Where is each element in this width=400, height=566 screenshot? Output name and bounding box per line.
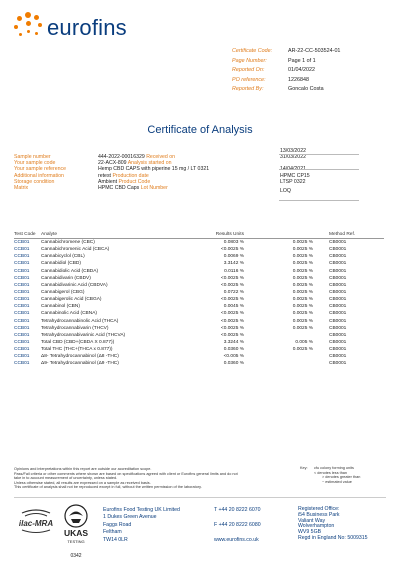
- lab-address-line: 1 Dukes Green Avenue: [103, 514, 157, 521]
- production-date: 14/04/2021: [280, 166, 306, 173]
- table-row: [14, 253, 384, 260]
- result-cell: 0.0360 %: [223, 347, 244, 353]
- table-row: [14, 332, 384, 339]
- logo-dots-icon: [14, 12, 44, 42]
- loq-cell: 0.0025 %: [292, 275, 313, 281]
- ukas-logo: [58, 503, 94, 549]
- method-ref-cell: CB0001: [329, 254, 347, 260]
- eurofins-logo: [14, 10, 154, 46]
- phone-number: T +44 20 8222 6070: [214, 507, 261, 513]
- divider: [279, 200, 359, 201]
- reported-by-label: Reported By:: [232, 86, 264, 93]
- reported-on-label: Reported On:: [232, 67, 265, 74]
- analyte-cell: Tetrahydrocannabinolic Acid (THCA): [41, 318, 119, 324]
- disclaimer-line: This certificate of analysis shall not be reproduced except in full, without the written permission of the laboratory.: [14, 485, 202, 490]
- table-row: [14, 303, 384, 310]
- test-code-cell: CCB01: [14, 297, 30, 303]
- registered-office-line: Valiant Way: [298, 517, 326, 524]
- key-line: > denotes greater than: [322, 475, 361, 480]
- sample-reference-value: Hemp CBD CAPS with piperine 15 mg / LT 0321: [98, 166, 210, 173]
- received-on-date: 13/03/2022: [280, 148, 306, 154]
- table-row: [14, 260, 384, 267]
- po-reference-value: 1226848: [288, 76, 309, 83]
- result-cell: <0.005 %: [223, 354, 244, 360]
- table-row: [14, 310, 384, 317]
- analyte-cell: Total THC (THC+(THCA x 0.877)): [41, 347, 113, 353]
- method-ref-cell: CB0001: [329, 354, 347, 360]
- analyte-cell: Cannabidivarin (CBDV): [41, 275, 91, 281]
- table-row: [14, 346, 384, 353]
- registration-number: Regd in England No: 5009315: [298, 534, 368, 541]
- disclaimer-line: Opinions and interpretations within this report are outside our accreditation scope.: [14, 467, 152, 471]
- result-cell: <0.0025 %: [220, 325, 244, 331]
- result-cell: <0.0025 %: [220, 247, 244, 253]
- registered-office: [298, 507, 393, 542]
- method-ref-cell: CB0001: [329, 282, 347, 288]
- method-ref-cell: CB0001: [329, 332, 347, 338]
- result-cell: 3.3142 %: [223, 261, 244, 267]
- header-results: Results Units: [215, 232, 244, 237]
- page-title: Certificate of Analysis: [147, 124, 253, 136]
- result-cell: <0.0025 %: [220, 318, 244, 324]
- registered-office-line: WV9 5GB: [298, 529, 322, 536]
- test-code-cell: CCB01: [14, 347, 30, 353]
- lab-postcode: TW14 0LR: [103, 536, 128, 543]
- method-ref-cell: CB0001: [329, 275, 347, 281]
- report-info-row: [232, 66, 392, 76]
- loq-cell: 0.0025 %: [292, 325, 313, 331]
- loq-cell: 0.0025 %: [292, 240, 313, 245]
- header-method: Method Ref.: [329, 232, 356, 237]
- matrix-value: HPMC CBD Caps: [98, 185, 140, 192]
- fax-number: F +44 20 8222 6080: [214, 521, 261, 528]
- sample-number-label: Sample number: [14, 154, 51, 160]
- result-cell: <0.0025 %: [220, 297, 244, 303]
- analyte-cell: Tetrahydrocannabivarin (THCV): [41, 325, 109, 331]
- method-ref-cell: CB0001: [329, 318, 347, 324]
- method-ref-cell: CB0001: [329, 339, 347, 345]
- logo-wordmark: eurofins: [47, 15, 127, 40]
- sample-number-value: 444-2022-00016329: [98, 154, 145, 160]
- test-code-cell: CCB01: [14, 311, 30, 317]
- lab-address-line: Feltham: [103, 529, 122, 536]
- method-ref-cell: CB0001: [329, 261, 347, 267]
- header-analyte: Analyte: [41, 232, 57, 237]
- table-body: [14, 239, 384, 368]
- key-line: ~ estimated value: [322, 479, 352, 484]
- registered-office-title: Registered Office:: [298, 506, 340, 512]
- test-code-cell: CCB01: [14, 361, 30, 367]
- sample-code-value: 22-ACX-809: [98, 160, 127, 167]
- reported-on-value: 01/04/2022: [288, 67, 315, 74]
- storage-condition-label: Storage condition: [14, 178, 55, 185]
- sample-value-row: [98, 185, 278, 191]
- test-code-cell: CCB01: [14, 325, 30, 331]
- result-cell: <0.0025 %: [220, 275, 244, 281]
- ukas-text: UKAS: [63, 528, 89, 538]
- report-info: [232, 47, 392, 95]
- analyte-cell: Cannabigerolic Acid (CBGA): [41, 297, 102, 303]
- method-ref-cell: CB0001: [329, 247, 347, 253]
- result-cell: 0.0722 %: [223, 289, 244, 295]
- table-row: [14, 239, 384, 246]
- loq-cell: 0.0025 %: [292, 261, 313, 267]
- sample-details: [14, 148, 394, 208]
- test-code-cell: CCB01: [14, 268, 30, 274]
- key-line: cfu colony forming units: [314, 466, 354, 470]
- sample-labels: [14, 154, 94, 191]
- test-code-cell: CCB01: [14, 354, 30, 360]
- test-code-cell: CCB01: [14, 282, 30, 288]
- received-on-label: Received on: [146, 154, 176, 160]
- table-row: [14, 275, 384, 282]
- certificate-code-value: AR-22-CC-503524-01: [288, 48, 341, 54]
- loq-cell: 0.0025 %: [292, 282, 313, 288]
- method-ref-cell: CB0001: [329, 361, 347, 367]
- report-info-row: [232, 76, 392, 86]
- header-loq: [244, 231, 317, 238]
- loq-cell: 0.0025 %: [292, 297, 313, 303]
- loq-cell: 0.0025 %: [292, 304, 313, 310]
- method-ref-cell: CB0001: [329, 347, 347, 353]
- lab-contact: [214, 507, 304, 544]
- ukas-sub-text: TESTING: [67, 539, 85, 544]
- loq-cell: 0.005 %: [295, 339, 313, 345]
- disclaimer-line: Unless otherwise stated, all results are expressed on a sample as received basis.: [14, 480, 151, 485]
- test-code-cell: CCB01: [14, 318, 30, 324]
- result-cell: 0.0360 %: [223, 361, 244, 367]
- header-test-code: Test Code: [14, 232, 36, 237]
- lab-address-line: Faggs Road: [103, 521, 132, 528]
- method-ref-cell: CB0001: [329, 268, 347, 274]
- loq-cell: 0.0025 %: [292, 318, 313, 324]
- table-row: [14, 360, 384, 367]
- registered-office-line: i54 Business Park: [298, 511, 340, 518]
- method-ref-cell: CB0001: [329, 297, 347, 303]
- results-table: [14, 231, 384, 368]
- table-row: [14, 282, 384, 289]
- result-cell: 0.0116 %: [224, 268, 244, 274]
- additional-info-value: retest: [98, 172, 111, 179]
- table-row: [14, 325, 384, 332]
- disclaimer-line: Pass/Fail criteria or other comments where shown are based on specifications agreed with client or Eurofins general limits and do not: [14, 471, 238, 476]
- analyte-cell: Cannabicyclol (CBL): [41, 254, 85, 260]
- loq-cell: 0.0025 %: [292, 289, 313, 295]
- test-code-cell: CCB01: [14, 261, 30, 267]
- result-cell: 3.3244 %: [223, 339, 244, 345]
- table-row: [14, 353, 384, 360]
- test-code-cell: CCB01: [14, 275, 30, 281]
- analyte-cell: Cannabichromenic Acid (CBCA): [41, 247, 110, 253]
- method-ref-cell: CB0001: [329, 311, 347, 317]
- analysis-started-date: 31/03/2022: [280, 154, 306, 161]
- additional-info-label: Additional information: [14, 172, 64, 179]
- divider: [279, 169, 359, 170]
- product-code: HPMC CP15: [280, 172, 310, 179]
- loq-header: LOQ: [280, 187, 291, 194]
- lab-address: [103, 507, 203, 544]
- test-code-cell: CCB01: [14, 289, 30, 295]
- table-row: [14, 318, 384, 325]
- ilac-text: ilac-MRA: [18, 519, 54, 528]
- loq-cell: 0.0025 %: [292, 311, 313, 317]
- result-cell: <0.0025 %: [220, 282, 244, 288]
- test-code-cell: CCB01: [14, 247, 30, 253]
- sample-reference-label: Your sample reference: [14, 166, 67, 173]
- table-row: [14, 289, 384, 296]
- ilac-mra-logo: [18, 509, 54, 535]
- report-info-row: [232, 85, 392, 95]
- test-code-cell: CCB01: [14, 254, 30, 260]
- loq-cell: 0.0025 %: [292, 247, 313, 253]
- method-ref-cell: CB0001: [329, 325, 347, 331]
- website-link[interactable]: www.eurofins.co.uk: [214, 536, 259, 543]
- table-header: [14, 231, 384, 239]
- sample-values: [98, 154, 278, 191]
- analyte-cell: Cannabidiolic Acid (CBDA): [41, 268, 99, 274]
- disclaimer: [14, 467, 294, 490]
- loq-cell: [244, 353, 317, 360]
- analyte-cell: Cannabidiol (CBD): [41, 261, 81, 267]
- key-legend: [300, 466, 390, 484]
- divider: [279, 154, 359, 155]
- analyte-cell: Cannabichromene (CBC): [41, 240, 95, 245]
- result-cell: 0.0045 %: [223, 304, 244, 310]
- table-row: [14, 268, 384, 275]
- test-code-cell: CCB01: [14, 304, 30, 310]
- loq-cell: 0.0025 %: [292, 347, 313, 353]
- method-ref-cell: CB0001: [329, 289, 347, 295]
- key-label: Key:: [300, 466, 308, 470]
- analyte-cell: Δ8- Tetrahydrocannabinol (Δ8 -THC): [41, 354, 119, 360]
- ukas-number: 0342: [70, 553, 82, 559]
- analyte-cell: Cannabigerol (CBG): [41, 289, 85, 295]
- key-line: < denotes less than: [314, 470, 348, 475]
- loq-cell: [244, 332, 317, 339]
- lab-name: Eurofins Food Testing UK Limited: [103, 507, 180, 513]
- loq-cell: 0.0025 %: [292, 254, 313, 260]
- lot-number: LTSP 0322: [280, 178, 306, 185]
- reported-by-value: Goncalo Costa: [288, 86, 324, 93]
- key-lines: [314, 466, 360, 484]
- analyte-cell: Δ9- Tetrahydrocannabinol (Δ9 -THC): [41, 361, 119, 367]
- report-info-row: [232, 57, 392, 67]
- loq-cell: [244, 360, 317, 367]
- result-cell: 0.0803 %: [223, 240, 244, 245]
- analyte-cell: Cannabidivarinic Acid (CBDVA): [41, 282, 108, 288]
- method-ref-cell: CB0001: [329, 304, 347, 310]
- table-row: [14, 296, 384, 303]
- lot-number-label: Lot Number: [140, 185, 168, 192]
- result-cell: <0.0025 %: [220, 332, 244, 338]
- matrix-label: Matrix: [14, 185, 29, 192]
- test-code-cell: CCB01: [14, 332, 30, 338]
- page-number-label: Page Number:: [232, 57, 267, 64]
- loq-cell: 0.0025 %: [292, 268, 313, 274]
- sample-code-label: Your sample code: [14, 160, 56, 167]
- registered-office-line: Wolverhampton: [298, 523, 335, 530]
- analyte-cell: Cannabinolic Acid (CBNA): [41, 311, 97, 317]
- result-cell: <0.0025 %: [220, 311, 244, 317]
- product-code-label: Product Code: [118, 178, 151, 185]
- result-cell: 0.0069 %: [223, 254, 244, 260]
- report-info-row: [232, 47, 392, 57]
- production-date-label: Production date: [112, 172, 149, 179]
- analysis-started-label: Analysis started on: [127, 160, 172, 167]
- analyte-cell: Total CBD (CBD+(CBDA X 0.877)): [41, 339, 115, 345]
- table-row: [14, 246, 384, 253]
- method-ref-cell: CB0001: [329, 240, 347, 245]
- storage-condition-value: Ambient: [98, 178, 118, 185]
- po-reference-label: PO reference:: [232, 76, 266, 83]
- footer-divider: [14, 497, 386, 498]
- certificate-code-label: Certificate Code:: [232, 48, 273, 54]
- page-number-value: Page 1 of 1: [288, 57, 316, 64]
- test-code-cell: CCB01: [14, 339, 30, 345]
- table-row: [14, 339, 384, 346]
- analyte-cell: Tetrahydrocannabivarinic Acid (THCVA): [41, 332, 126, 338]
- disclaimer-line: take in to account measurement of uncertainty, unless stated.: [14, 476, 118, 481]
- analyte-cell: Cannabinol (CBN): [41, 304, 80, 310]
- test-code-cell: CCB01: [14, 240, 30, 245]
